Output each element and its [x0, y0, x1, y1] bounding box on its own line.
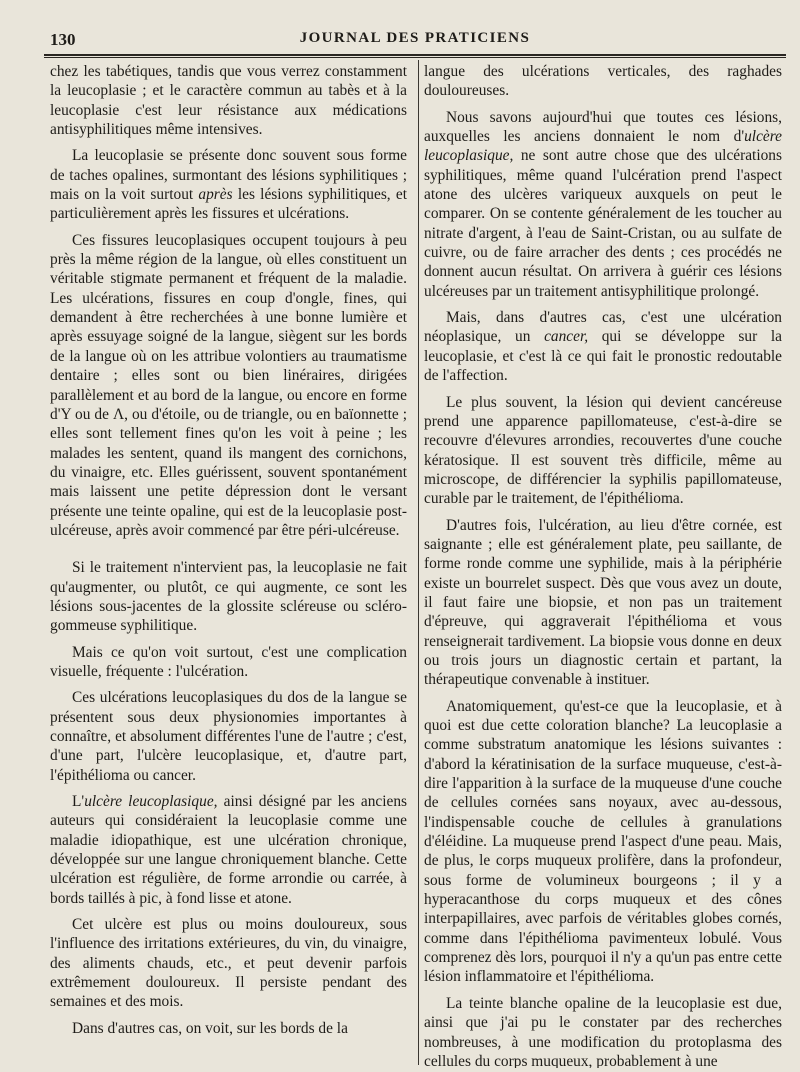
text-run: ainsi désigné par les anciens auteurs qui considéraient la leucoplasie comme une maladie idiopathique, est une ulcération chronique, développée sur une langue chroniquement blanche. Cette ulcération est régulière, de forme arrondie ou carrée, à bords taillés à pic, à fond lisse et atone. — [50, 793, 407, 907]
running-title: JOURNAL DES PRATICIENS — [299, 30, 531, 46]
text-run: L' — [72, 793, 85, 811]
emphasis: cancer, — [544, 328, 589, 346]
paragraph: Anatomiquement, qu'est-ce que la leucoplasie, et à quoi est due cette coloration blanche? La leucoplasie a comme substratum anatomique les lésions suivantes : d'abord la kératinisation de la surface muqueuse, c'est-à-dire l'apparition à la surface de la muqueuse d'une couche de cellules cornées sans noyaux, avec au-dessous, l'indispensable couche de cellules à granulations d'éléidine. La muqueuse prend l'aspect d'une peau. Mais, de plus, le corps muqueux prolifère, dans la profondeur, sous forme de volumineux bourgeons ; il y a hyperacanthose du corps muqueux et des cônes interpapillaires, avec parfois de véritables globes cornés, comme dans l'épithélioma pavimenteux lobulé. Vous comprenez dès lors, pourquoi il n'y a qu'un pas entre cette lésion inflammatoire et l'épithélioma. — [424, 697, 782, 986]
paragraph — [424, 308, 782, 385]
paragraph: chez les tabétiques, tandis que vous verrez constamment la leucoplasie ; et le caractère commun au tabès et à la leucoplasie c'est leur résistance aux médications antisyphilitiques même intensives. — [50, 63, 407, 139]
paragraph: Si le traitement n'intervient pas, la leucoplasie ne fait qu'augmenter, ou plutôt, ce qui augmente, ce sont les lésions sous-jacentes de la glossite scléreuse ou scléro-gommeuse syphilitique. — [50, 559, 407, 635]
paragraph: Ces ulcérations leucoplasiques du dos de la langue se présentent sous deux physionomies importantes à connaître, et absolument différentes l'une de l'autre ; c'est, d'une part, l'ulcère leucoplasique, et, d'autre part, l'épithélioma ou cancer. — [50, 689, 407, 784]
page-number: 130 — [50, 30, 76, 49]
paragraph: Mais ce qu'on voit surtout, c'est une complication visuelle, fréquente : l'ulcération. — [50, 643, 407, 680]
text-run: qui se développe sur la leucoplasie, et c'est là ce qui fait le pronostic redoutable de l'affection. — [424, 328, 782, 385]
emphasis: ulcère leucoplasique, — [424, 128, 782, 165]
paragraph: langue des ulcérations verticales, des raghades douloureuses. — [424, 63, 782, 100]
text-run: Mais, dans d'autres cas, c'est une ulcération néoplasique, un — [424, 309, 782, 346]
paragraph — [50, 792, 407, 908]
emphasis: après — [198, 186, 233, 204]
text-run: ne sont autre chose que des ulcérations syphilitiques, même quand l'ulcération prend l'aspect atone des ulcères variqueux auxquels on peut le comparer. On se contente généralement de les toucher au nitrate d'argent, à l'eau de Saint-Cristan, ou au sulfate de cuivre, ou de faire arracher des dents ; ces procédés ne donnent aucun résultat. On arrivera à guérir ces lésions ulcéreuses par un traitement antisyphilitique prolongé. — [424, 147, 782, 300]
right-column — [424, 62, 782, 1068]
header-rule — [44, 54, 786, 56]
paragraph: Dans d'autres cas, on voit, sur les bords de la — [72, 1019, 348, 1037]
text-run: Nous savons aujourd'hui que toutes ces lésions, auxquelles les anciens donnaient le nom d' — [424, 108, 782, 146]
paragraph: Cet ulcère est plus ou moins douloureux, sous l'influence des irritations extérieures, du vin, du vinaigre, des aliments chauds, etc., et peut devenir parfois extrêmement douloureux. Il persiste pendant des semaines et des mois. — [50, 916, 407, 1011]
paragraph: Ces fissures leucoplasiques occupent toujours à peu près la même région de la langue, où elles constituent un véritable stigmate permanent et fréquent de la maladie. Les ulcérations, fissures en coup d'ongle, fines, qui demandent à être recherchées à une bonne lumière et après essuyage soigné de la langue, siègent sur les bords de la langue où on les attribue volontiers au traumatisme dentaire ; elles sont ou bien linéraires, dirigées parallèlement et au bord de la langue, ou encore en forme d'Y ou de Λ, ou d'étoile, ou de triangle, ou en baïonnette ; elles sont tellement fines qu'on les voit à peine ; les malades les sentent, quand ils mangent des cornichons, du vinaigre, etc. Elles guérissent, souvent spontanément mais laissent une petite dépression dont le versant présente une teinte opaline, qui est de la leucoplasie post-ulcéreuse, après avoir commencé par être péri-ulcéreuse. — [50, 231, 407, 539]
column-divider — [418, 60, 419, 1065]
left-column — [50, 62, 407, 1068]
paragraph: D'autres fois, l'ulcération, au lieu d'être cornée, est saignante ; elle est généralement plate, peu saillante, de forme ronde comme une syphilide, mais à la périphérie existe un bourrelet suspect. Dès que vous avez un doute, il faut faire une biopsie, et non pas un traitement d'épreuve, qui aggraverait l'épithélioma et vous renseignerait tardivement. La biopsie vous donne en deux ou trois jours un diagnostic certain et partant, la thérapeutique convenable à instituer. — [424, 516, 782, 689]
text-run: les lésions syphilitiques, et particulièrement après les fissures et ulcérations. — [50, 186, 407, 223]
header-rule-thin — [44, 57, 786, 58]
paragraph: La teinte blanche opaline de la leucoplasie est due, ainsi que j'ai pu le constater par des recherches nombreuses, à une modification du protoplasma des cellules du corps muqueux, probablement à une — [424, 994, 782, 1068]
emphasis: ulcère leucoplasique, — [84, 793, 218, 811]
paragraph — [424, 108, 782, 301]
paragraph: Le plus souvent, la lésion qui devient cancéreuse prend une apparence papillomateuse, c'est-à-dire se recouvre d'élevures arrondies, recouvertes d'une couche kératosique. Il est souvent très difficile, même au microscope, de différencier la syphilis papillomateuse, curable par le traitement, de l'épithélioma. — [424, 393, 782, 508]
text-run: La leucoplasie se présente donc souvent sous forme de taches opalines, surmontant des lésions syphilitiques ; mais on la voit surtout — [50, 147, 407, 204]
page-header — [44, 28, 786, 52]
paragraph — [50, 146, 407, 223]
